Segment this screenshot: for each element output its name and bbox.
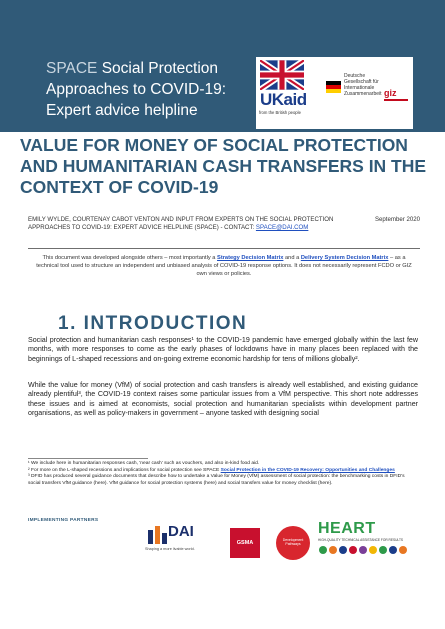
delivery-matrix-link[interactable]: Delivery System Decision Matrix: [300, 255, 389, 261]
disclaimer-text-1: This document was developed alongside others – most importantly a: [42, 255, 218, 261]
footnotes: [28, 461, 408, 487]
banner-title-rest: Social Protection Approaches to COVID-19: Expert advice helpline: [46, 60, 227, 119]
publication-date: September 2020: [374, 216, 420, 223]
intro-paragraph-1: Social protection and humanitarian cash responses¹ to the COVID-19 pandemic have emerged globally within the last few months, with more responses to come as the early phases of lockdowns have in many places been replaced with the beginnings of L-shaped recessions and on-going extreme economic hardship for tens of millions globally².: [28, 336, 418, 363]
intro-paragraph-2: While the value for money (VfM) of social protection and cash transfers is already well established, and existing guidance already plentiful³, the COVID-19 context raises some particular issues from a VfM perspective. This short note addresses these issues and is aimed at economists, social protection and humanitarian specialists within development partner organisations, as well as policy-makers in government – anyone tasked with designing social: [28, 381, 418, 418]
heart-partner-icons: [318, 545, 408, 555]
header-banner: [0, 0, 445, 132]
section-heading-introduction: 1. INTRODUCTION: [58, 313, 248, 334]
footnote-3: ³ DFID has produced several guidance documents that describe how to undertake a Value for Money (VfM) assessment of social protection: the benchmarking costs in DFID's social transfers VfM guidance (here). VfM guidance for social protection systems (here) and social transfers value for money checklist (here).: [28, 474, 405, 486]
disclaimer: [36, 254, 412, 278]
space-recovery-link[interactable]: Social Protection in the COVID-19 Recovery: Opportunities and Challenges: [220, 467, 395, 473]
footnote-1: ¹ We include here in humanitarian responses cash, 'near cash' such as vouchers, and also in-kind food aid.: [28, 461, 260, 466]
authors-line: [28, 216, 356, 233]
giz-description: Deutsche Gesellschaft für Internationale Zusammenarbeit: [344, 73, 382, 97]
union-flag-icon: [260, 60, 304, 90]
development-pathways-label: Development Pathways: [282, 538, 304, 546]
giz-underline: [384, 99, 408, 101]
ukaid-logo: UKaid: [260, 90, 307, 109]
heart-logo: HEART: [318, 520, 376, 537]
giz-logo: giz: [384, 88, 397, 98]
banner-title-space: SPACE: [46, 60, 98, 77]
banner-title: [46, 58, 266, 121]
header-divider: [28, 248, 420, 249]
footnote-divider: [28, 458, 148, 459]
disclaimer-text-2: and a: [283, 255, 301, 261]
dai-tagline: Shaping a more livable world.: [145, 547, 195, 551]
document-title: VALUE FOR MONEY OF SOCIAL PROTECTION AND HUMANITARIAN CASH TRANSFERS IN THE CONTEXT OF COVID-19: [20, 135, 427, 197]
strategy-matrix-link[interactable]: Strategy Decision Matrix: [217, 255, 284, 261]
heart-tagline: HIGH-QUALITY TECHNICAL ASSISTANCE FOR RESULTS: [318, 538, 404, 542]
german-flag-icon: [326, 81, 341, 93]
partner-logos-box: [256, 57, 413, 129]
ukaid-tagline: from the British people: [259, 110, 301, 115]
disclaimer-text-3: – as a technical tool used to structure an independent and unbiased analysis of COVID-19 response options. It does not necessarily represent FCDO or GIZ own views or policies.: [36, 255, 412, 277]
gsma-logo: GSMA: [236, 540, 254, 546]
contact-email-link[interactable]: SPACE@DAI.COM: [255, 224, 309, 232]
implementing-partners-label: IMPLEMENTING PARTNERS: [28, 518, 99, 523]
footnote-2-text: ² For more on the L-shaped recessions and implications for social protection see SPACE: [28, 467, 221, 473]
dai-logo: DAI: [168, 523, 194, 540]
authors-text: EMILY WYLDE, COURTENAY CABOT VENTON AND INPUT FROM EXPERTS ON THE SOCIAL PROTECTION APPROACHES TO COVID-19: EXPERT ADVICE HELPLINE (SPACE) - CONTACT:: [28, 216, 334, 232]
